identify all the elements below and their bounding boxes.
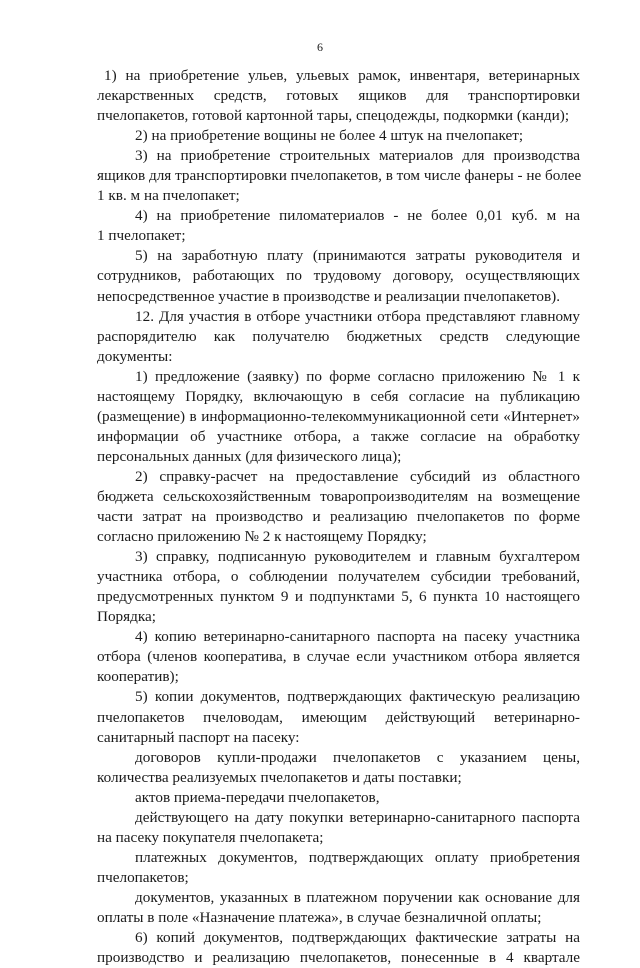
- text-line: 1 кв. м на пчелопакет;: [97, 187, 240, 205]
- text-line: информации об участнике отбора, а также согласие на обработку: [97, 427, 580, 445]
- text-line: 4) копию ветеринарно-санитарного паспорта на пасеку участника: [135, 628, 580, 646]
- text-line: лекарственных средств, готовых ящиков для транспортировки: [97, 87, 580, 105]
- text-line: 1 пчелопакет;: [97, 227, 186, 245]
- text-line: 1) предложение (заявку) по форме согласно приложению № 1 к: [135, 367, 580, 385]
- text-line: 5) на заработную плату (принимаются затраты руководителя и: [135, 247, 580, 265]
- text-line: 2) справку-расчет на предоставление субсидий из областного: [135, 467, 580, 485]
- text-line: документы:: [97, 347, 173, 365]
- text-line: оплаты в поле «Назначение платежа», в случае безналичной оплаты;: [97, 908, 542, 926]
- text-line: пчелопакетов, готовой картонной тары, спецодежды, подкормки (канди);: [97, 107, 570, 125]
- text-line: Порядка;: [97, 608, 156, 626]
- text-line: согласно приложению № 2 к настоящему Порядку;: [97, 528, 427, 546]
- text-line: непосредственное участие в производстве и реализации пчелопакетов).: [97, 287, 561, 305]
- text-line: действующего на дату покупки ветеринарно-санитарного паспорта: [135, 808, 580, 826]
- text-line: документов, указанных в платежном поручении как основание для: [135, 888, 580, 906]
- text-line: 4) на приобретение пиломатериалов - не более 0,01 куб. м на: [135, 207, 580, 225]
- text-line: бюджета сельскохозяйственным товаропроизводителям на возмещение: [97, 487, 580, 505]
- text-line: 2) на приобретение вощины не более 4 штук на пчелопакет;: [135, 127, 524, 145]
- text-line: предусмотренных пунктом 9 и подпунктами 5, 6 пункта 10 настоящего: [97, 588, 580, 606]
- text-line: 12. Для участия в отборе участники отбора представляют главному: [135, 307, 580, 325]
- text-line: ящиков для транспортировки пчелопакетов, в том числе фанеры - не более: [97, 167, 582, 185]
- text-line: актов приема-передачи пчелопакетов,: [135, 788, 380, 806]
- text-line: 6) копий документов, подтверждающих фактические затраты на: [135, 929, 580, 947]
- text-line: персональных данных (для физического лица);: [97, 447, 402, 465]
- text-line: пчелопакетов;: [97, 868, 189, 886]
- page-number: 6: [317, 40, 323, 54]
- text-line: 3) справку, подписанную руководителем и главным бухгалтером: [135, 548, 580, 566]
- text-line: участника отбора, о соблюдении получателем субсидии требований,: [97, 568, 580, 586]
- text-line: на пасеку покупателя пчелопакета;: [97, 828, 324, 846]
- text-line: производство и реализацию пчелопакетов, понесенные в 4 квартале: [97, 949, 580, 967]
- text-line: 5) копии документов, подтверждающих фактическую реализацию: [135, 688, 580, 706]
- text-line: 3) на приобретение строительных материалов для производства: [135, 147, 580, 165]
- text-line: распорядителю как получателю бюджетных средств следующие: [97, 327, 580, 345]
- text-line: части затрат на производство и реализацию пчелопакетов по форме: [97, 508, 580, 526]
- text-line: отбора (членов кооператива, в случае если участником отбора является: [97, 648, 580, 666]
- text-line: сотрудников, работающих по трудовому договору, осуществляющих: [97, 267, 580, 285]
- text-line: количества реализуемых пчелопакетов и даты поставки;: [97, 768, 462, 786]
- text-line: пчелопакетов пчеловодам, имеющим действующий ветеринарно-: [97, 708, 580, 726]
- text-line: настоящему Порядку, включающую в себя согласие на публикацию: [97, 387, 580, 405]
- text-line: (размещение) в информационно-телекоммуникационной сети «Интернет»: [97, 407, 580, 425]
- text-line: санитарный паспорт на пасеку:: [97, 728, 300, 746]
- text-line: договоров купли-продажи пчелопакетов с указанием цены,: [135, 748, 580, 766]
- document-body: [97, 66, 580, 968]
- text-line: платежных документов, подтверждающих оплату приобретения: [135, 848, 580, 866]
- text-line: кооператив);: [97, 668, 179, 686]
- text-line: 1) на приобретение ульев, ульевых рамок, инвентаря, ветеринарных: [104, 67, 580, 84]
